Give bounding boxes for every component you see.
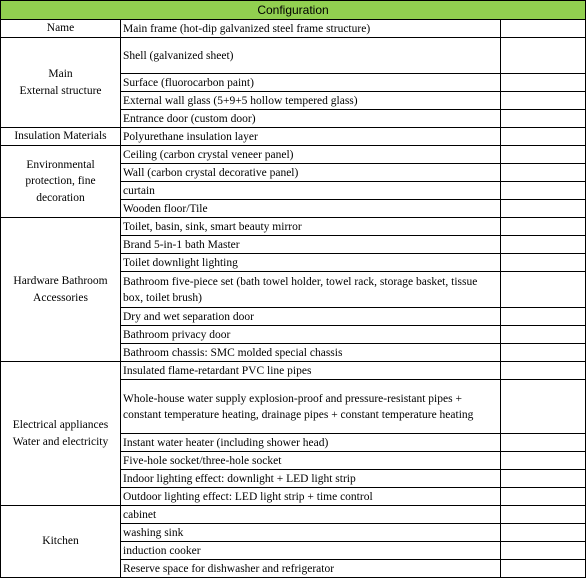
- table-cell-blank: [501, 380, 586, 434]
- category-name: Name: [1, 20, 121, 38]
- table-cell-blank: [501, 128, 586, 146]
- table-cell-item: washing sink: [121, 524, 501, 542]
- category-main-external-structure: [1, 38, 121, 128]
- category-kitchen: Kitchen: [1, 506, 121, 578]
- table-cell-blank: [501, 146, 586, 164]
- category-line: Main: [48, 68, 73, 80]
- table-cell-blank: [501, 20, 586, 38]
- table-cell-item: induction cooker: [121, 542, 501, 560]
- table-cell-item: Indoor lighting effect: downlight + LED light strip: [121, 470, 501, 488]
- table-cell-item: Outdoor lighting effect: LED light strip + time control: [121, 488, 501, 506]
- table-cell-blank: [501, 470, 586, 488]
- table-cell-item: Dry and wet separation door: [121, 308, 501, 326]
- category-environmental-protection: [1, 146, 121, 218]
- table-cell-item: External wall glass (5+9+5 hollow tempered glass): [121, 92, 501, 110]
- table-cell-blank: [501, 326, 586, 344]
- table-cell-item: Brand 5-in-1 bath Master: [121, 236, 501, 254]
- category-line: Water and electricity: [12, 435, 109, 448]
- table-cell-blank: [501, 254, 586, 272]
- table-cell-item: Insulated flame-retardant PVC line pipes: [121, 362, 501, 380]
- table-cell-item: Bathroom chassis: SMC molded special chassis: [121, 344, 501, 362]
- table-cell-blank: [501, 524, 586, 542]
- table-cell-blank: [501, 308, 586, 326]
- category-line: Accessories: [33, 291, 88, 304]
- table-cell-item: Entrance door (custom door): [121, 110, 501, 128]
- table-cell-blank: [501, 182, 586, 200]
- category-electrical-appliances: [1, 362, 121, 506]
- table-cell-blank: [501, 218, 586, 236]
- table-cell-blank: [501, 92, 586, 110]
- table-cell-item: Toilet downlight lighting: [121, 254, 501, 272]
- table-cell-item: Wooden floor/Tile: [121, 200, 501, 218]
- table-cell-blank: [501, 272, 586, 308]
- category-line: Environmental: [26, 158, 95, 171]
- table-cell-item: Toilet, basin, sink, smart beauty mirror: [121, 218, 501, 236]
- table-cell-blank: [501, 110, 586, 128]
- table-cell-blank: [501, 542, 586, 560]
- table-cell-item: cabinet: [121, 506, 501, 524]
- category-line: decoration: [36, 191, 85, 204]
- table-cell-item: Ceiling (carbon crystal veneer panel): [121, 146, 501, 164]
- table-cell-item: Surface (fluorocarbon paint): [121, 74, 501, 92]
- table-cell-item: Whole-house water supply explosion-proof and pressure-resistant pipes + constant temperature heating, drainage pipes + constant temperature heating: [121, 380, 501, 434]
- table-cell-item: curtain: [121, 182, 501, 200]
- table-cell-blank: [501, 236, 586, 254]
- table-cell-blank: [501, 560, 586, 578]
- category-line: protection, fine: [25, 175, 96, 188]
- table-cell-blank: [501, 452, 586, 470]
- table-cell-blank: [501, 506, 586, 524]
- table-cell-item: Main frame (hot-dip galvanized steel frame structure): [121, 20, 501, 38]
- table-cell-item: Polyurethane insulation layer: [121, 128, 501, 146]
- category-insulation-materials: Insulation Materials: [1, 128, 121, 146]
- table-cell-item: Five-hole socket/three-hole socket: [121, 452, 501, 470]
- table-cell-blank: [501, 38, 586, 74]
- table-cell-item: Bathroom five-piece set (bath towel holder, towel rack, storage basket, tissue box, toilet brush): [121, 272, 501, 308]
- table-cell-item: Instant water heater (including shower head): [121, 434, 501, 452]
- table-cell-blank: [501, 74, 586, 92]
- table-cell-item: Shell (galvanized sheet): [121, 38, 501, 74]
- category-line: Electrical appliances: [12, 419, 109, 431]
- table-cell-blank: [501, 164, 586, 182]
- table-cell-blank: [501, 362, 586, 380]
- table-cell-blank: [501, 344, 586, 362]
- category-line: External structure: [19, 84, 102, 97]
- table-cell-item: Wall (carbon crystal decorative panel): [121, 164, 501, 182]
- category-line: Hardware Bathroom: [13, 275, 108, 287]
- table-cell-item: Bathroom privacy door: [121, 326, 501, 344]
- table-cell-item: Reserve space for dishwasher and refrigerator: [121, 560, 501, 578]
- table-cell-blank: [501, 434, 586, 452]
- table-cell-blank: [501, 200, 586, 218]
- table-header: Configuration: [1, 1, 586, 20]
- category-hardware-bathroom-accessories: [1, 218, 121, 362]
- table-cell-blank: [501, 488, 586, 506]
